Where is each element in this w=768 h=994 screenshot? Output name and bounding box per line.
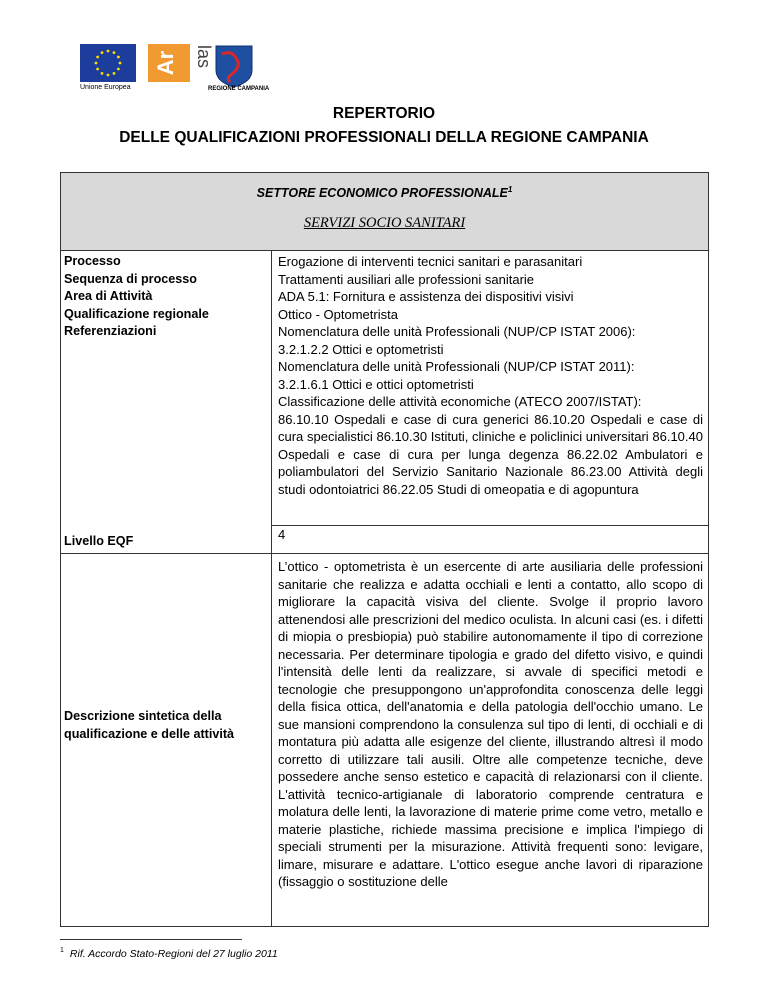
label-qualificazione: Qualificazione regionale — [64, 306, 209, 321]
value-eqf: 4 — [278, 527, 286, 542]
ref-line: Nomenclatura delle unità Professionali (NUP/CP ISTAT 2011): — [278, 359, 635, 374]
arlas-logo-text-b: las — [194, 44, 215, 69]
ref-line: Nomenclatura delle unità Professionali (NUP/CP ISTAT 2006): — [278, 324, 636, 339]
campania-logo-label: REGIONE CAMPANIA — [208, 86, 270, 92]
eu-stars-icon — [94, 49, 122, 77]
value-sequenza: Trattamenti ausiliari alle professioni sanitarie — [278, 271, 535, 287]
ateco-codes: 86.10.10 Ospedali e case di cura generici 86.10.20 Ospedali e case di cura specialistici 86.10.30 Istituti, cliniche e policlinici universitari 86.10.40 Ospedali e case di cura per lunga degenza 86.22.02 Ambulatori e poliambulatori del Servizio Sanitario Nazionale 86.23.00 Attività degli studi odontoiatrici 86.22.05 Studi di omeopatia e di agopuntura — [278, 411, 703, 497]
document-subtitle: DELLE QUALIFICAZIONI PROFESSIONALI DELLA REGIONE CAMPANIA — [119, 129, 649, 146]
value-referenziazioni — [278, 323, 703, 498]
label-descrizione — [64, 708, 234, 743]
footnote — [60, 947, 278, 960]
campania-crest-logo — [212, 44, 256, 88]
label-descrizione-line2: qualificazione e delle attività — [64, 726, 235, 741]
footnote-number: 1 — [60, 947, 64, 954]
label-sequenza: Sequenza di processo — [64, 271, 197, 286]
footnote-rule — [60, 939, 242, 940]
qualification-table — [60, 172, 709, 927]
sector-name: SERVIZI SOCIO SANITARI — [303, 215, 466, 231]
sector-label — [61, 185, 708, 200]
label-descrizione-line1: Descrizione sintetica della — [64, 709, 222, 723]
ref-line: 3.2.1.6.1 Ottici e ottici optometristi — [278, 376, 474, 392]
label-area: Area di Attività — [64, 289, 153, 303]
eu-logo-label: Unione Europea — [80, 84, 131, 91]
document-title: REPERTORIO — [332, 105, 436, 122]
row-divider — [61, 553, 708, 554]
label-processo: Processo — [64, 254, 121, 268]
sector-label-text: SETTORE ECONOMICO PROFESSIONALE — [256, 186, 508, 201]
value-area: ADA 5.1: Fornitura e assistenza dei dispositivi visivi — [278, 289, 574, 304]
ref-line: 3.2.1.2.2 Ottici e optometristi — [278, 341, 444, 357]
value-qualificazione: Ottico - Optometrista — [278, 306, 398, 322]
footnote-ref: 1 — [507, 185, 513, 194]
sector-header — [61, 173, 708, 251]
label-eqf: Livello EQF — [64, 534, 134, 548]
footnote-text: Rif. Accordo Stato-Regioni del 27 luglio 2011 — [69, 947, 278, 960]
label-referenziazioni: Referenziazioni — [64, 324, 157, 338]
arlas-logo-text-a: Ar — [153, 50, 179, 76]
value-descrizione: L’ottico - optometrista è un esercente di arte ausiliaria delle professioni sanitarie che realizza e adatta occhiali e lenti a contatto, allo scopo di migliorare la capacità visiva del cliente. Svolge il proprio lavoro attenendosi alle prescrizioni del medico oculista. In alcuni casi (es. i difetti di miopia o presbiopia) può stabilire autonomamente il tipo di correzione necessaria. Per determinare tipologia e grado del difetto visivo, e quindi l'intensità delle lenti da realizzare, si avvale di specifici metodi e tecnologie che presuppongono un'approfondita conoscenza delle leggi della fisica ottica, dell'anatomia e della patologia dell'occhio umano. Le sue mansioni comprendono la consulenza sul tipo di lenti, di occhiali e di montatura più adatta alle esigenze del cliente, illustrando altresì il modo corretto di utilizzare tali ausili. Oltre alle competenze tecniche, deve possedere anche senso estetico e capacità di relazionarsi con il cliente. L'attività tecnico-artigianale di laboratorio comprende centratura e molatura delle lenti, la lavorazione di materie prime come vetro, metallo e materie plastiche, richiede massima precisione e implica l'impiego di speciali strumenti per la misurazione. Attività frequenti sono: levigare, limare, misurare e adattare. L'ottico esegue anche lavori di riparazione (fissaggio o sostituzione delle — [278, 559, 703, 889]
value-processo: Erogazione di interventi tecnici sanitari e parasanitari — [278, 254, 583, 269]
eu-flag-logo — [80, 44, 136, 82]
column-divider — [271, 250, 272, 927]
arlas-logo — [148, 44, 190, 82]
ref-line: Classificazione delle attività economiche (ATECO 2007/ISTAT): — [278, 394, 642, 409]
